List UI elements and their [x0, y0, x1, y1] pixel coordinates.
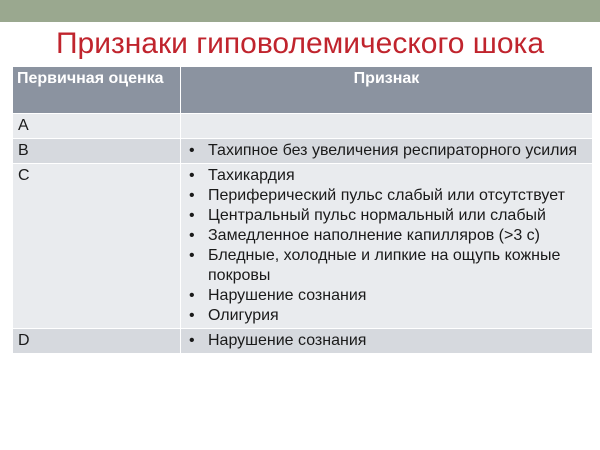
bullet-icon: •	[189, 287, 195, 304]
signs-cell	[181, 164, 593, 329]
list-item	[186, 206, 587, 226]
bullet-icon: •	[189, 167, 195, 184]
sign-text: Тахипное без увеличения респираторного усилия	[208, 142, 578, 159]
list-item	[186, 141, 587, 161]
sign-text: Периферический пульс слабый или отсутствует	[208, 187, 565, 204]
sign-text: Центральный пульс нормальный или слабый	[208, 207, 546, 224]
table-row-a	[13, 114, 593, 139]
bullet-icon: •	[189, 227, 195, 244]
list-item	[186, 246, 587, 286]
sign-text: Нарушение сознания	[208, 287, 367, 304]
sign-text: Бледные, холодные и липкие на ощупь кожные покровы	[208, 247, 561, 284]
sign-text: Олигурия	[208, 307, 279, 324]
header-assessment: Первичная оценка	[13, 67, 181, 114]
assessment-cell: D	[13, 329, 181, 354]
bullet-icon: •	[189, 142, 195, 159]
signs-list	[186, 141, 587, 161]
sign-text: Замедленное наполнение капилляров (>3 с)	[208, 227, 540, 244]
assessment-cell: B	[13, 139, 181, 164]
slide-title: Признаки гиповолемического шока	[55, 27, 545, 60]
signs-list	[186, 331, 587, 351]
table-row-c	[13, 164, 593, 329]
signs-cell	[181, 114, 593, 139]
table-row-b	[13, 139, 593, 164]
bullet-icon: •	[189, 332, 195, 349]
bullet-icon: •	[189, 307, 195, 324]
list-item	[186, 331, 587, 351]
header-sign: Признак	[181, 67, 593, 114]
bullet-icon: •	[189, 187, 195, 204]
sign-text: Нарушение сознания	[208, 332, 367, 349]
list-item	[186, 286, 587, 306]
assessment-cell: C	[13, 164, 181, 329]
bullet-icon: •	[189, 247, 195, 264]
signs-list	[186, 166, 587, 326]
sign-text: Тахикардия	[208, 167, 295, 184]
signs-cell	[181, 329, 593, 354]
list-item	[186, 226, 587, 246]
table-row-d	[13, 329, 593, 354]
bullet-icon: •	[189, 207, 195, 224]
list-item	[186, 166, 587, 186]
assessment-cell: A	[13, 114, 181, 139]
top-decor-bar	[0, 0, 600, 22]
signs-cell	[181, 139, 593, 164]
list-item	[186, 306, 587, 326]
shock-signs-table	[12, 66, 593, 354]
table-header-row	[13, 67, 593, 114]
list-item	[186, 186, 587, 206]
